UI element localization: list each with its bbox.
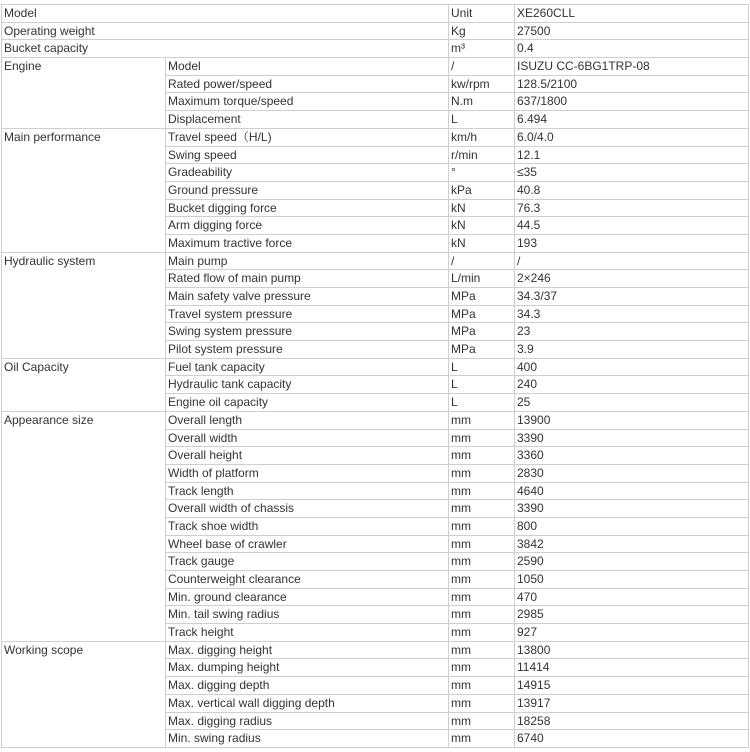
- spec-unit-cell: mm: [449, 677, 515, 695]
- spec-value-cell: 34.3: [515, 305, 749, 323]
- spec-unit-cell: mm: [449, 535, 515, 553]
- group-name-cell: Working scope: [2, 641, 166, 747]
- spec-value-cell: 2590: [515, 553, 749, 571]
- spec-label-cell: Track shoe width: [166, 517, 449, 535]
- table-row: [2, 411, 749, 429]
- spec-value-cell: 6.0/4.0: [515, 128, 749, 146]
- spec-unit-cell: mm: [449, 571, 515, 589]
- spec-unit-cell: mm: [449, 553, 515, 571]
- spec-unit-cell: mm: [449, 659, 515, 677]
- spec-unit-cell: kN: [449, 217, 515, 235]
- spec-label-cell: Track gauge: [166, 553, 449, 571]
- spec-label-cell: Width of platform: [166, 464, 449, 482]
- spec-label-cell: Arm digging force: [166, 217, 449, 235]
- group-name-cell: Appearance size: [2, 411, 166, 641]
- spec-value-cell: 6.494: [515, 111, 749, 129]
- spec-label-cell: Hydraulic tank capacity: [166, 376, 449, 394]
- spec-label-cell: Track length: [166, 482, 449, 500]
- spec-value-cell: 927: [515, 624, 749, 642]
- spec-unit-cell: kN: [449, 199, 515, 217]
- spec-label-cell: Gradeability: [166, 164, 449, 182]
- spec-unit-cell: mm: [449, 447, 515, 465]
- spec-label-cell: Fuel tank capacity: [166, 358, 449, 376]
- spec-unit-cell: mm: [449, 411, 515, 429]
- spec-unit-cell: mm: [449, 624, 515, 642]
- spec-value-cell: /: [515, 252, 749, 270]
- spec-value-cell: 0.4: [515, 40, 749, 58]
- spec-unit-cell: mm: [449, 694, 515, 712]
- spec-label-cell: Ground pressure: [166, 181, 449, 199]
- group-name-cell: Oil Capacity: [2, 358, 166, 411]
- spec-unit-cell: L: [449, 358, 515, 376]
- spec-value-cell: ≤35: [515, 164, 749, 182]
- spec-value-cell: 2×246: [515, 270, 749, 288]
- spec-label-cell: Main safety valve pressure: [166, 288, 449, 306]
- spec-value-cell: 6740: [515, 730, 749, 748]
- spec-unit-cell: MPa: [449, 341, 515, 359]
- spec-value-cell: 44.5: [515, 217, 749, 235]
- spec-value-cell: 40.8: [515, 181, 749, 199]
- spec-value-cell: 637/1800: [515, 93, 749, 111]
- spec-unit-cell: kw/rpm: [449, 75, 515, 93]
- spec-label-cell: Bucket capacity: [2, 40, 449, 58]
- spec-label-cell: Travel speed（H/L): [166, 128, 449, 146]
- table-row: [2, 358, 749, 376]
- spec-label-cell: Maximum tractive force: [166, 234, 449, 252]
- spec-unit-cell: L: [449, 394, 515, 412]
- spec-value-cell: 3390: [515, 429, 749, 447]
- spec-unit-cell: mm: [449, 641, 515, 659]
- spec-unit-cell: N.m: [449, 93, 515, 111]
- spec-unit-cell: Kg: [449, 22, 515, 40]
- spec-label-cell: Maximum torque/speed: [166, 93, 449, 111]
- spec-value-cell: 2830: [515, 464, 749, 482]
- spec-value-cell: 23: [515, 323, 749, 341]
- table-row: [2, 58, 749, 76]
- spec-unit-cell: m³: [449, 40, 515, 58]
- spec-unit-cell: MPa: [449, 288, 515, 306]
- spec-value-cell: 13800: [515, 641, 749, 659]
- spec-unit-cell: kPa: [449, 181, 515, 199]
- spec-label-cell: Overall width: [166, 429, 449, 447]
- spec-label-cell: Model: [166, 58, 449, 76]
- spec-value-cell: 11414: [515, 659, 749, 677]
- spec-value-cell: 4640: [515, 482, 749, 500]
- spec-value-cell: 128.5/2100: [515, 75, 749, 93]
- spec-label-cell: Overall width of chassis: [166, 500, 449, 518]
- spec-value-cell: 27500: [515, 22, 749, 40]
- spec-unit-cell: L/min: [449, 270, 515, 288]
- header-value-cell: XE260CLL: [515, 5, 749, 23]
- spec-unit-cell: mm: [449, 712, 515, 730]
- spec-unit-cell: L: [449, 111, 515, 129]
- spec-label-cell: Main pump: [166, 252, 449, 270]
- spec-value-cell: 3390: [515, 500, 749, 518]
- spec-value-cell: 1050: [515, 571, 749, 589]
- spec-unit-cell: MPa: [449, 305, 515, 323]
- group-name-cell: Hydraulic system: [2, 252, 166, 358]
- spec-value-cell: 3842: [515, 535, 749, 553]
- spec-unit-cell: MPa: [449, 323, 515, 341]
- spec-value-cell: 800: [515, 517, 749, 535]
- spec-label-cell: Pilot system pressure: [166, 341, 449, 359]
- spec-label-cell: Counterweight clearance: [166, 571, 449, 589]
- spec-label-cell: Wheel base of crawler: [166, 535, 449, 553]
- group-name-cell: Engine: [2, 58, 166, 129]
- spec-label-cell: Rated flow of main pump: [166, 270, 449, 288]
- spec-unit-cell: mm: [449, 429, 515, 447]
- spec-value-cell: 76.3: [515, 199, 749, 217]
- spec-table: [1, 4, 749, 748]
- spec-value-cell: 240: [515, 376, 749, 394]
- table-header-row: [2, 5, 749, 23]
- spec-value-cell: ISUZU CC-6BG1TRP-08: [515, 58, 749, 76]
- spec-table-body: [2, 5, 749, 748]
- spec-label-cell: Bucket digging force: [166, 199, 449, 217]
- spec-label-cell: Displacement: [166, 111, 449, 129]
- spec-label-cell: Max. digging height: [166, 641, 449, 659]
- spec-value-cell: 18258: [515, 712, 749, 730]
- spec-label-cell: Min. tail swing radius: [166, 606, 449, 624]
- spec-unit-cell: /: [449, 58, 515, 76]
- spec-label-cell: Overall length: [166, 411, 449, 429]
- spec-unit-cell: mm: [449, 482, 515, 500]
- spec-value-cell: 470: [515, 588, 749, 606]
- spec-unit-cell: kN: [449, 234, 515, 252]
- spec-value-cell: 193: [515, 234, 749, 252]
- spec-value-cell: 400: [515, 358, 749, 376]
- spec-value-cell: 13917: [515, 694, 749, 712]
- spec-label-cell: Min. ground clearance: [166, 588, 449, 606]
- table-row: [2, 641, 749, 659]
- table-row: [2, 40, 749, 58]
- spec-label-cell: Min. swing radius: [166, 730, 449, 748]
- spec-label-cell: Max. dumping height: [166, 659, 449, 677]
- spec-unit-cell: L: [449, 376, 515, 394]
- spec-value-cell: 12.1: [515, 146, 749, 164]
- group-name-cell: Main performance: [2, 128, 166, 252]
- spec-unit-cell: km/h: [449, 128, 515, 146]
- spec-label-cell: Max. digging depth: [166, 677, 449, 695]
- spec-unit-cell: r/min: [449, 146, 515, 164]
- spec-label-cell: Track height: [166, 624, 449, 642]
- table-row: [2, 128, 749, 146]
- spec-value-cell: 13900: [515, 411, 749, 429]
- header-label-cell: Model: [2, 5, 449, 23]
- spec-unit-cell: mm: [449, 588, 515, 606]
- spec-label-cell: Swing speed: [166, 146, 449, 164]
- spec-value-cell: 34.3/37: [515, 288, 749, 306]
- spec-unit-cell: mm: [449, 500, 515, 518]
- spec-unit-cell: mm: [449, 464, 515, 482]
- spec-label-cell: Rated power/speed: [166, 75, 449, 93]
- table-row: [2, 252, 749, 270]
- spec-value-cell: 14915: [515, 677, 749, 695]
- spec-label-cell: Overall height: [166, 447, 449, 465]
- spec-unit-cell: mm: [449, 730, 515, 748]
- spec-label-cell: Engine oil capacity: [166, 394, 449, 412]
- spec-value-cell: 25: [515, 394, 749, 412]
- spec-label-cell: Max. vertical wall digging depth: [166, 694, 449, 712]
- spec-unit-cell: /: [449, 252, 515, 270]
- header-unit-cell: Unit: [449, 5, 515, 23]
- spec-label-cell: Max. digging radius: [166, 712, 449, 730]
- spec-value-cell: 3360: [515, 447, 749, 465]
- spec-value-cell: 2985: [515, 606, 749, 624]
- spec-label-cell: Swing system pressure: [166, 323, 449, 341]
- spec-value-cell: 3.9: [515, 341, 749, 359]
- spec-unit-cell: mm: [449, 606, 515, 624]
- spec-unit-cell: °: [449, 164, 515, 182]
- table-row: [2, 22, 749, 40]
- spec-label-cell: Travel system pressure: [166, 305, 449, 323]
- spec-unit-cell: mm: [449, 517, 515, 535]
- spec-label-cell: Operating weight: [2, 22, 449, 40]
